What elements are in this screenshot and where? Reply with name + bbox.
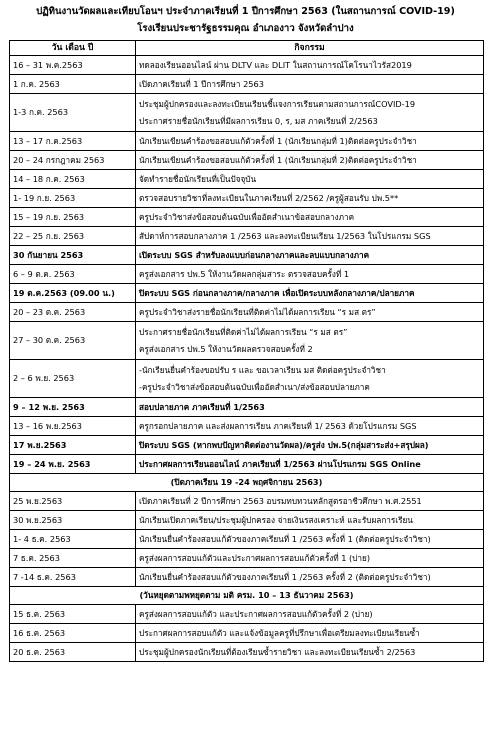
date-cell: 25 พ.ย.2563 <box>10 492 136 511</box>
activity-line: สอบปลายภาค ภาคเรียนที่ 1/2563 <box>139 401 265 412</box>
activity-cell <box>136 189 484 208</box>
activity-line: ตรวจสอบรายวิชาที่ลงทะเบียนในภาคเรียนที่ 2/2562 /ครูผู้สอนรับ ปพ.5** <box>139 192 399 203</box>
date-cell: 2 – 6 พ.ย. 2563 <box>10 360 136 398</box>
table-row <box>10 151 484 170</box>
activity-line: ประกาศผลการเรียนออนไลน์ ภาคเรียนที่ 1/2563 ผ่านโปรแกรม SGS Online <box>139 458 421 469</box>
activity-cell <box>136 455 484 474</box>
table-row <box>10 568 484 587</box>
date-cell: 16 – 31 พ.ค.2563 <box>10 56 136 75</box>
date-cell: 30 กันยายน 2563 <box>10 246 136 265</box>
activity-line: นักเรียนเขียนคำร้องขอสอบแก้ตัวครั้งที่ 1 (นักเรียนกลุ่มที่ 2)ติดต่อครูประจำวิชา <box>139 154 417 165</box>
activity-cell <box>136 246 484 265</box>
activity-line: ประกาศผลการสอบแก้ตัว และแจ้งข้อมูลครูที่ปรึกษาเพื่อเตรียมลงทะเบียนเรียนซ้ำ <box>139 627 420 638</box>
table-row <box>10 322 484 360</box>
activity-cell <box>136 303 484 322</box>
date-cell: 1- 19 ก.ย. 2563 <box>10 189 136 208</box>
table-row <box>10 246 484 265</box>
activity-cell <box>136 170 484 189</box>
date-cell: 9 – 12 พ.ย. 2563 <box>10 398 136 417</box>
table-row <box>10 132 484 151</box>
date-cell: 1- 4 ธ.ค. 2563 <box>10 530 136 549</box>
date-cell: 20 – 23 ต.ค. 2563 <box>10 303 136 322</box>
activity-line: ประชุมผู้ปกครองนักเรียนที่ต้องเรียนซ้ำรายวิชา และลงทะเบียนเรียนซ้ำ 2/2563 <box>139 646 416 657</box>
column-header-activity: กิจกรรม <box>136 41 484 56</box>
activity-cell <box>136 284 484 303</box>
date-cell: 30 พ.ย.2563 <box>10 511 136 530</box>
table-row <box>10 208 484 227</box>
table-row <box>10 605 484 624</box>
table-row <box>10 492 484 511</box>
activity-line: ครูส่งเอกสาร ปพ.5 ให้งานวัดผลกลุ่มสาระ ตรวจสอบครั้งที่ 1 <box>139 268 350 279</box>
table-row <box>10 511 484 530</box>
table-row <box>10 398 484 417</box>
activity-cell <box>136 417 484 436</box>
activity-cell <box>136 94 484 132</box>
activity-line: นักเรียนยื่นคำร้องสอบแก้ตัวของภาคเรียนที่ 1 /2563 ครั้งที่ 1 (ติดต่อครูประจำวิชา) <box>139 533 431 544</box>
date-cell: 14 – 18 ก.ค. 2563 <box>10 170 136 189</box>
activity-cell <box>136 511 484 530</box>
activity-cell <box>136 322 484 360</box>
activity-cell <box>136 568 484 587</box>
break-row <box>10 587 484 605</box>
table-row <box>10 455 484 474</box>
date-cell: 17 พ.ย.2563 <box>10 436 136 455</box>
table-row <box>10 360 484 398</box>
table-row <box>10 284 484 303</box>
date-cell: 15 ธ.ค. 2563 <box>10 605 136 624</box>
activity-cell <box>136 56 484 75</box>
date-cell: 19 ต.ค.2563 (09.00 น.) <box>10 284 136 303</box>
activity-line: ครูกรอกปลายภาค และส่งผลการเรียน ภาคเรียนที่ 1/ 2563 ด้วยโปรแกรม SGS <box>139 420 417 431</box>
table-header-row <box>10 41 484 56</box>
activity-line: ครูส่งผลการสอบแก้ตัวและประกาศผลการสอบแก้ตัวครั้งที่ 1 (บ่าย) <box>139 552 371 563</box>
activity-line: -นักเรียนยื่นคำร้องขอปรับ ร และ ขอเวลาเรียน มส ติดต่อครูประจำวิชา <box>139 364 386 375</box>
date-cell: 13 – 17 ก.ค.2563 <box>10 132 136 151</box>
date-cell: 6 – 9 ต.ค. 2563 <box>10 265 136 284</box>
date-cell: 15 – 19 ก.ย. 2563 <box>10 208 136 227</box>
date-cell: 1 ก.ค. 2563 <box>10 75 136 94</box>
activity-line: นักเรียนเปิดภาคเรียน/ประชุมผู้ปกครอง จ่ายเงินรสงเคราะห์ และรับผลการเรียน <box>139 514 413 525</box>
activity-line: ครูประจำวิชาส่งข้อสอบต้นฉบับเพื่ออัดสำเนาข้อสอบกลางภาค <box>139 211 355 222</box>
activity-cell <box>136 265 484 284</box>
activity-cell <box>136 227 484 246</box>
activity-cell <box>136 549 484 568</box>
activity-line: ประกาศรายชื่อนักเรียนที่มีผลการเรียน 0, ร, มส ภาคเรียนที่ 2/2563 <box>139 115 378 126</box>
activity-cell <box>136 360 484 398</box>
activity-line: นักเรียนยื่นคำร้องสอบแก้ตัวของภาคเรียนที่ 1 /2563 ครั้งที่ 2 (ติดต่อครูประจำวิชา) <box>139 571 431 582</box>
table-row <box>10 189 484 208</box>
date-cell: 16 ธ.ค. 2563 <box>10 624 136 643</box>
schedule-body <box>10 56 484 662</box>
date-cell: 20 ธ.ค. 2563 <box>10 643 136 662</box>
activity-line: จัดทำรายชื่อนักเรียนที่เป็นปัจจุบัน <box>139 173 257 184</box>
activity-line: ครูส่งผลการสอบแก้ตัว และประกาศผลการสอบแก้ตัวครั้งที่ 2 (บ่าย) <box>139 608 373 619</box>
activity-cell <box>136 530 484 549</box>
activity-line: ทดลองเรียนออนไลน์ ผ่าน DLTV และ DLIT ในสถานการณ์โคโรนาไวรัส2019 <box>139 59 412 70</box>
activity-line: เปิดภาคเรียนที่ 1 ปีการศึกษา 2563 <box>139 78 264 89</box>
table-row <box>10 227 484 246</box>
table-row <box>10 624 484 643</box>
activity-line: ประกาศรายชื่อนักเรียนที่ติดค่าไม่ได้ผลการเรียน “ร มส ตร” <box>139 326 348 337</box>
table-row <box>10 436 484 455</box>
activity-cell <box>136 436 484 455</box>
date-cell: 1-3 ก.ค. 2563 <box>10 94 136 132</box>
activity-line: ครูส่งเอกสาร ปพ.5 ให้งานวัดผลตรวจสอบครั้งที่ 2 <box>139 343 313 354</box>
activity-cell <box>136 492 484 511</box>
date-cell: 20 – 24 กรกฎาคม 2563 <box>10 151 136 170</box>
school-name: โรงเรียนประชารัฐธรรมคุณ อำเภองาว จังหวัดลำปาง <box>137 23 354 34</box>
document-title: ปฏิทินงานวัดผลและเทียบโอนฯ ประจำภาคเรียนที่ 1 ปีการศึกษา 2563 (ในสถานการณ์ COVID-19) <box>36 6 455 17</box>
activity-line: สัปดาห์การสอบกลางภาค 1 /2563 และลงทะเบียนเรียน 1/2563 ในโปรแกรม SGS <box>139 230 431 241</box>
activity-cell <box>136 605 484 624</box>
date-cell: 27 – 30 ต.ค. 2563 <box>10 322 136 360</box>
activity-line: ประชุมผู้ปกครองและลงทะเบียนเรียนชี้แจงการเรียนตามสถานการณ์COVID-19 <box>139 98 416 109</box>
table-row <box>10 303 484 322</box>
table-row <box>10 643 484 662</box>
date-cell: 7 -14 ธ.ค. 2563 <box>10 568 136 587</box>
activity-line: ปิดระบบ SGS (หากพบปัญหาติดต่องานวัดผล)/ครูส่ง ปพ.5(กลุ่มสาระส่ง+สรุปผล) <box>139 439 429 450</box>
activity-cell <box>136 398 484 417</box>
column-header-date: วัน เดือน ปี <box>10 41 136 56</box>
activity-cell <box>136 132 484 151</box>
activity-cell <box>136 208 484 227</box>
activity-line: เปิดระบบ SGS สำหรับลงแบบก่อนกลางภาคและลบแบบกลางภาค <box>139 249 370 260</box>
break-label: (วันหยุดตามพหยุดตาม มติ ครม. 10 – 13 ธันวาคม 2563) <box>10 587 484 605</box>
table-row <box>10 549 484 568</box>
activity-line: -ครูประจำวิชาส่งข้อสอบต้นฉบับเพื่ออัดสำเนา/ส่งข้อสอบปลายภาค <box>139 381 370 392</box>
table-row <box>10 530 484 549</box>
activity-line: ปิดระบบ SGS ก่อนกลางภาค/กลางภาค เพื่อเปิดระบบหลังกลางภาค/ปลายภาค <box>139 287 415 298</box>
date-cell: 22 – 25 ก.ย. 2563 <box>10 227 136 246</box>
table-row <box>10 170 484 189</box>
activity-line: เปิดภาคเรียนที่ 2 ปีการศึกษา 2563 อบรมทบทวนหลักสูตรอาชีวศึกษา พ.ศ.2551 <box>139 495 422 506</box>
break-label: (ปิดภาคเรียน 19 -24 พฤศจิกายน 2563) <box>10 474 484 492</box>
activity-cell <box>136 151 484 170</box>
date-cell: 13 – 16 พ.ย.2563 <box>10 417 136 436</box>
schedule-table <box>9 40 484 662</box>
date-cell: 7 ธ.ค. 2563 <box>10 549 136 568</box>
table-row <box>10 56 484 75</box>
break-row <box>10 474 484 492</box>
table-row <box>10 417 484 436</box>
activity-line: นักเรียนเขียนคำร้องขอสอบแก้ตัวครั้งที่ 1 (นักเรียนกลุ่มที่ 1)ติดต่อครูประจำวิชา <box>139 135 417 146</box>
activity-line: ครูประจำวิชาส่งรายชื่อนักเรียนที่ติดค่าไม่ได้ผลการเรียน “ร มส ตร” <box>139 306 376 317</box>
activity-cell <box>136 624 484 643</box>
table-row <box>10 94 484 132</box>
table-row <box>10 265 484 284</box>
activity-cell <box>136 75 484 94</box>
date-cell: 19 – 24 พ.ย. 2563 <box>10 455 136 474</box>
table-row <box>10 75 484 94</box>
activity-cell <box>136 643 484 662</box>
